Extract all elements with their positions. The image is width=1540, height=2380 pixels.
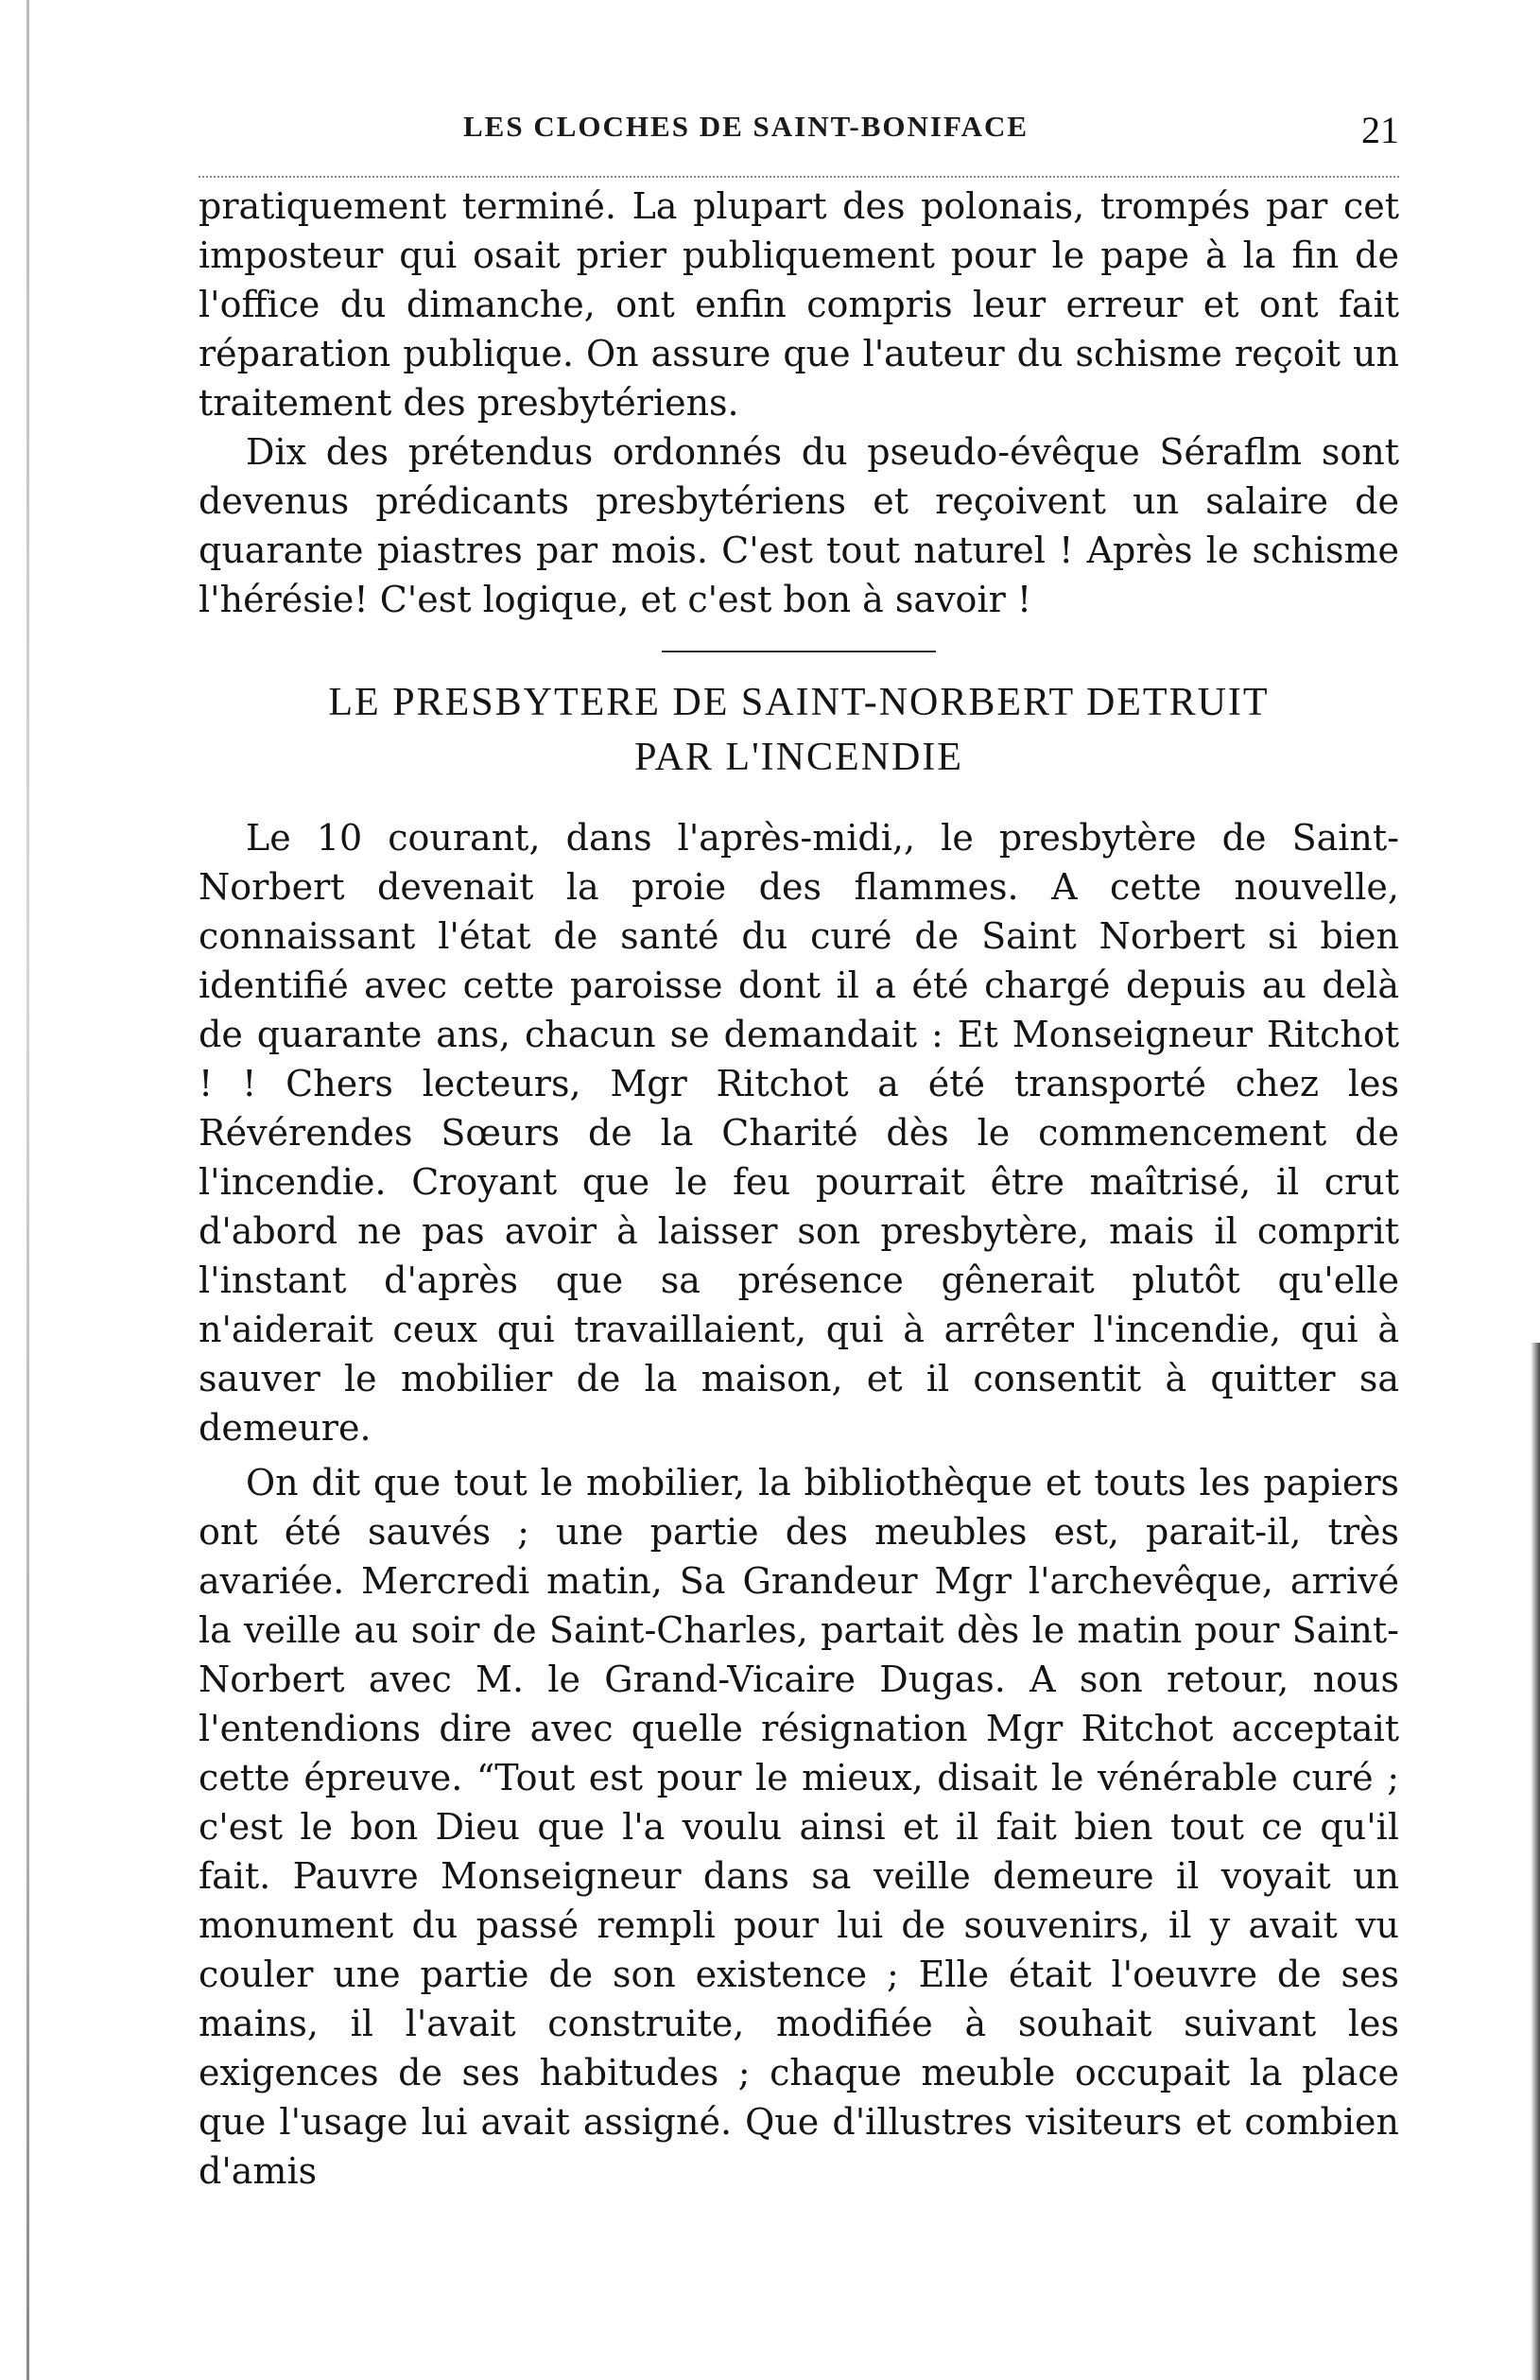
page-left-edge: [26, 0, 29, 2380]
paragraph-continued: pratiquement terminé. La plupart des polonais, trompés par cet imposteur qui osait prier publiquement pour le pape à la fin de l'office du dimanche, ont enfin compris leur erreur et ont fait réparation publique. On assure que l'auteur du schisme reçoit un traitement des presbytériens.: [199, 185, 1399, 424]
running-head: [199, 102, 1399, 159]
text-block: [199, 182, 1399, 2196]
header-rule: [199, 176, 1399, 178]
section-separator: [662, 651, 936, 652]
section-title-line: LE PRESBYTERE DE SAINT-NORBERT DETRUIT: [328, 681, 1270, 724]
paragraph: Dix des prétendus ordonnés du pseudo-évêque Séraflm sont devenus prédicants presbytériens et reçoivent un salaire de quarante piastres par mois. C'est tout naturel ! Après le schisme l'hérésie! C'est logique, et c'est bon à savoir !: [199, 431, 1399, 620]
paragraph: Le 10 courant, dans l'après-midi,, le presbytère de Saint-Norbert devenait la proie des flammes. A cette nouvelle, connaissant l'état de santé du curé de Saint Norbert si bien identifié avec cette paroisse dont il a été chargé depuis au delà de quarante ans, chacun se demandait : Et Monseigneur Ritchot ! ! Chers lecteurs, Mgr Ritchot a été transporté chez les Révérendes Sœurs de la Charité dès le commencement de l'incendie. Croyant que le feu pourrait être maîtrisé, il crut d'abord ne pas avoir à laisser son presbytère, mais il comprit l'instant d'après que sa présence gênerait plutôt qu'elle n'aiderait ceux qui travaillaient, qui à arrêter l'incendie, qui à sauver le mobilier de la maison, et il consentit à quitter sa demeure.: [199, 817, 1399, 1449]
section-title: [199, 675, 1399, 785]
section-title-line: PAR L'INCENDIE: [634, 736, 963, 779]
page-number: 21: [1361, 109, 1399, 151]
paragraph: On dit que tout le mobilier, la bibliothèque et touts les papiers ont été sauvés ; une partie des meubles est, parait-il, très avariée. Mercredi matin, Sa Grandeur Mgr l'archevêque, arrivé la veille au soir de Saint-Charles, partait dès le matin pour Saint-Norbert avec M. le Grand-Vicaire Dugas. A son retour, nous l'entendions dire avec quelle résignation Mgr Ritchot acceptait cette épreuve. “Tout est pour le mieux, disait le vénérable curé ; c'est le bon Dieu que l'a voulu ainsi et il fait bien tout ce qu'il fait. Pauvre Monseigneur dans sa veille demeure il voyait un monument du passé rempli pour lui de souvenirs, il y avait vu couler une partie de son existence ; Elle était l'oeuvre de ses mains, il l'avait construite, modifiée à souhait suivant les exigences de ses habitudes ; chaque meuble occupait la place que l'usage lui avait assigné. Que d'illustres visiteurs et combien d'amis: [199, 1462, 1399, 2192]
page-right-shadow: [1531, 1343, 1540, 2380]
running-title: LES CLOCHES DE SAINT-BONIFACE: [463, 110, 1030, 143]
